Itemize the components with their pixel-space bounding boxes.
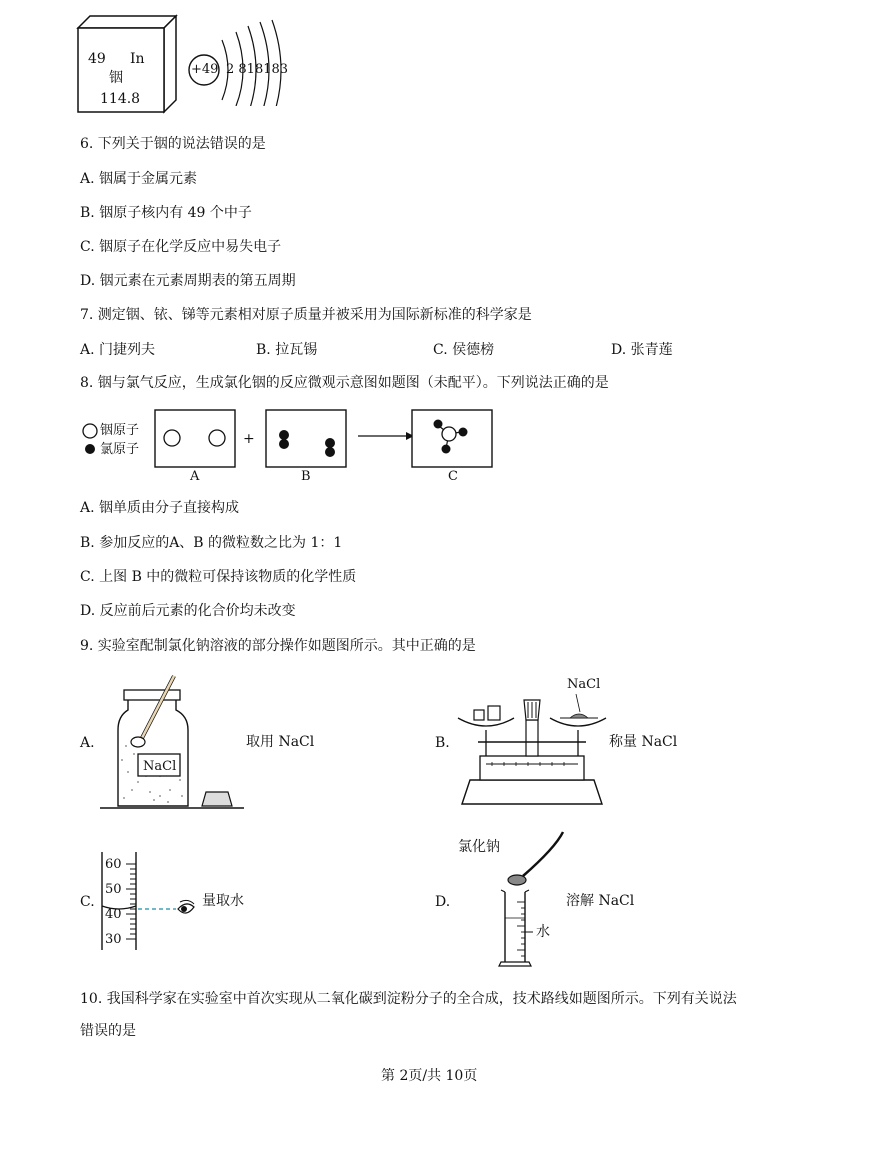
box-c-label: C [448, 469, 458, 484]
q9-c-caption: 量取水 [202, 893, 244, 909]
q7-option-a: A. 门捷列夫 [80, 342, 156, 358]
reagent-jar-figure [98, 672, 246, 812]
q8-stem: 8. 铟与氯气反应，生成氯化铟的反应微观示意图如题图（未配平）。下列说法正确的是 [80, 375, 609, 391]
q8-option-d: D. 反应前后元素的化合价均未改变 [80, 603, 296, 619]
q9-a-caption: 取用 NaCl [246, 734, 315, 750]
atomic-number: 49 [88, 51, 106, 67]
q9-stem: 9. 实验室配制氯化钠溶液的部分操作如题图所示。其中正确的是 [80, 638, 476, 654]
reaction-diagram [76, 406, 496, 486]
shell-electrons: 2 818183 [226, 62, 289, 77]
cylinder-tick-60: 60 [105, 857, 122, 872]
q8-option-b: B. 参加反应的A、B 的微粒数之比为 1：1 [80, 535, 343, 551]
box-b-label: B [301, 469, 311, 484]
reagent-jar-svg [98, 672, 246, 812]
plus-sign: + [243, 431, 255, 447]
balance-pan-label: NaCl [567, 677, 601, 692]
q9-d-letter: D. [435, 894, 451, 910]
q7-stem: 7. 测定铟、铱、锑等元素相对原子质量并被采用为国际新标准的科学家是 [80, 307, 532, 323]
balance-figure [452, 672, 612, 808]
q10-line-2: 错误的是 [80, 1023, 136, 1039]
q8-option-c: C. 上图 B 中的微粒可保持该物质的化学性质 [80, 569, 357, 585]
element-symbol: In [130, 51, 145, 67]
q7-option-d: D. 张青莲 [611, 342, 673, 358]
element-name: 铟 [109, 70, 123, 86]
q7-option-c: C. 侯德榜 [433, 342, 495, 358]
page-footer: 第 2页/共 10页 [381, 1068, 478, 1084]
cylinder-tick-30: 30 [105, 932, 122, 947]
q9-d-caption: 溶解 NaCl [566, 893, 635, 909]
element-card [76, 14, 186, 114]
q8-option-a: A. 铟单质由分子直接构成 [80, 500, 240, 516]
q9-b-letter: B. [435, 735, 450, 751]
spoon-label: 氯化钠 [458, 839, 500, 855]
q6-option-d: D. 铟元素在元素周期表的第五周期 [80, 273, 296, 289]
q6-option-a: A. 铟属于金属元素 [80, 171, 198, 187]
q10-line-1: 10. 我国科学家在实验室中首次实现从二氧化碳到淀粉分子的全合成，技术路线如题图所示。下列有关说法 [80, 991, 737, 1007]
cylinder-tick-50: 50 [105, 882, 122, 897]
cylinder-reading-figure [98, 850, 202, 952]
water-label: 水 [536, 924, 550, 940]
q7-option-b: B. 拉瓦锡 [256, 342, 318, 358]
q6-stem: 6. 下列关于铟的说法错误的是 [80, 136, 266, 152]
q9-a-letter: A. [80, 735, 95, 751]
q9-b-caption: 称量 NaCl [609, 734, 678, 750]
atomic-mass: 114.8 [100, 91, 141, 107]
legend-chlorine-label: 氯原子 [100, 442, 140, 457]
cylinder-tick-40: 40 [105, 907, 122, 922]
q6-option-c: C. 铟原子在化学反应中易失电子 [80, 239, 282, 255]
q9-c-letter: C. [80, 894, 95, 910]
reagent-jar-label: NaCl [143, 759, 177, 774]
legend-indium-label: 铟原子 [100, 423, 140, 438]
atomic-structure-diagram [186, 18, 296, 106]
dissolve-figure [455, 828, 567, 972]
box-a-label: A [190, 469, 200, 484]
nucleus-charge: +49 [191, 62, 219, 77]
q6-option-b: B. 铟原子核内有 49 个中子 [80, 205, 252, 221]
